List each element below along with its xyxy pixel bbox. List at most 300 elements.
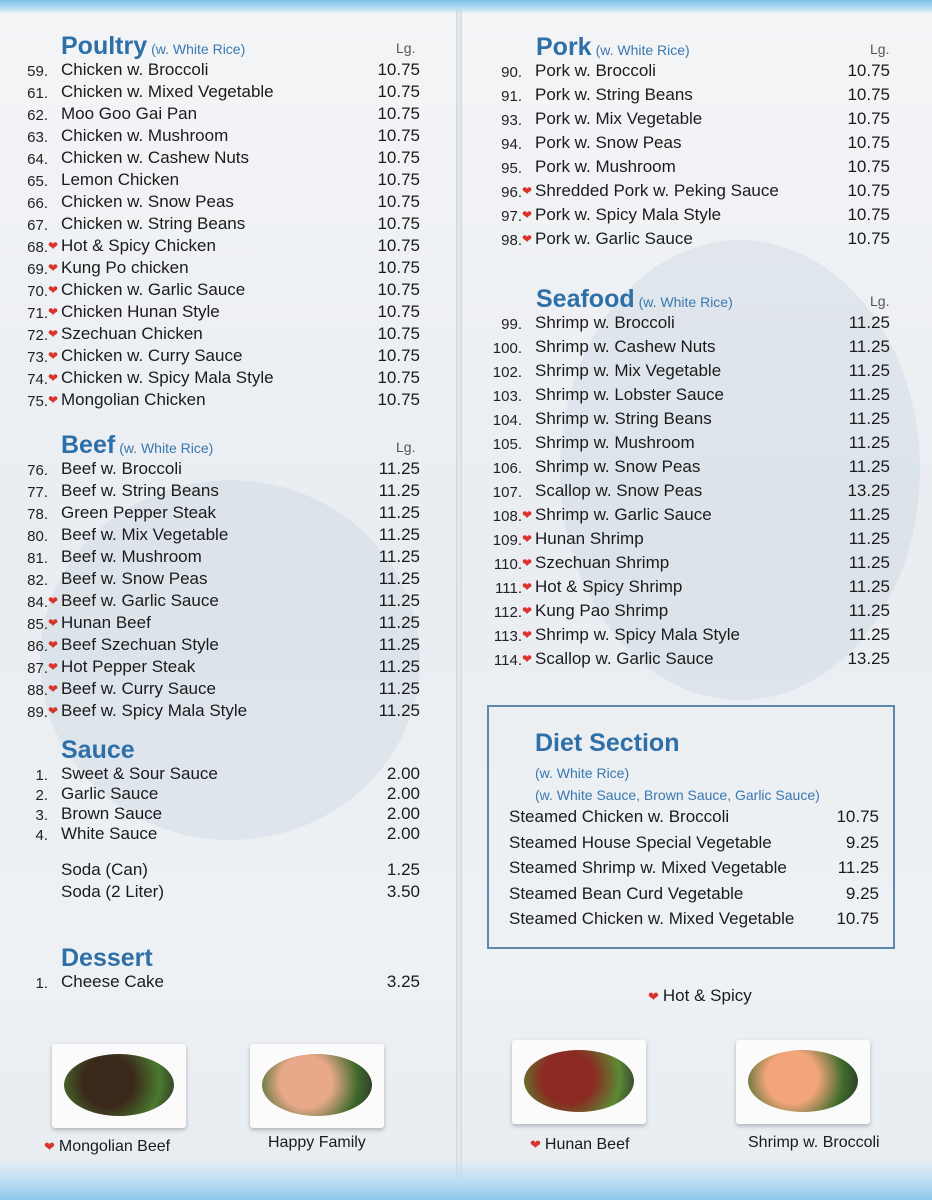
item-name: Chicken w. Mixed Vegetable <box>61 82 274 101</box>
menu-item <box>488 157 898 181</box>
pepper-icon: ❤ <box>522 652 533 666</box>
legend-label: Hot & Spicy <box>662 986 752 1005</box>
item-name: Shrimp w. Cashew Nuts <box>535 337 716 356</box>
top-border <box>0 0 932 14</box>
item-price: 11.25 <box>848 457 890 476</box>
item-number: 82. <box>27 572 48 589</box>
item-name: Chicken w. Cashew Nuts <box>61 148 250 167</box>
menu-item <box>488 85 898 109</box>
item-price: 10.75 <box>377 258 420 277</box>
menu-item <box>26 569 426 591</box>
item-price: 10.75 <box>847 229 890 248</box>
item-name: Garlic Sauce <box>61 784 159 803</box>
item-name: Pork w. String Beans <box>535 85 693 104</box>
pepper-icon: ❤ <box>522 532 533 546</box>
item-name: Chicken w. Spicy Mala Style <box>61 368 274 387</box>
menu-item <box>26 324 426 346</box>
menu-item <box>26 148 426 170</box>
item-number: 96. <box>501 184 522 201</box>
item-name: Pork w. Snow Peas <box>535 133 682 152</box>
menu-item <box>488 577 898 601</box>
item-price: 10.75 <box>836 807 879 826</box>
item-number: 98. <box>501 232 522 249</box>
caption-text: Mongolian Beef <box>58 1138 171 1155</box>
item-list <box>488 313 898 673</box>
pepper-icon: ❤ <box>522 580 533 594</box>
item-number: 61. <box>27 85 48 102</box>
item-number: 69. <box>27 261 48 278</box>
item-number: 107. <box>492 484 522 501</box>
menu-item <box>26 804 426 824</box>
pepper-icon: ❤ <box>530 1137 541 1152</box>
item-name: Beef w. Mushroom <box>61 547 202 566</box>
size-label: Lg. <box>396 40 416 56</box>
item-price: 10.75 <box>377 126 420 145</box>
menu-item <box>488 337 898 361</box>
item-price: 11.25 <box>378 503 420 522</box>
item-name: Shrimp w. String Beans <box>535 409 712 428</box>
item-number: 73. <box>27 349 48 366</box>
menu-item <box>26 126 426 148</box>
item-price: 11.25 <box>378 591 420 610</box>
item-number: 109. <box>492 532 522 549</box>
item-number: 113. <box>493 628 522 645</box>
item-name: Moo Goo Gai Pan <box>61 104 198 123</box>
menu-item <box>26 503 426 525</box>
menu-item <box>26 346 426 368</box>
menu-item <box>26 547 426 569</box>
dish-photo <box>250 1044 384 1128</box>
item-name: Shrimp w. Lobster Sauce <box>535 385 724 404</box>
menu-item <box>26 784 426 804</box>
item-name: Chicken w. Mushroom <box>61 126 229 145</box>
menu-item <box>488 481 898 505</box>
item-price: 13.25 <box>847 481 890 500</box>
item-number: 106. <box>492 460 522 477</box>
section-header <box>488 285 898 313</box>
dish-photo <box>512 1040 646 1124</box>
item-name: Scallop w. Garlic Sauce <box>535 649 714 668</box>
item-price: 10.75 <box>377 390 420 409</box>
pepper-icon: ❤ <box>48 638 59 652</box>
item-price: 11.25 <box>848 433 890 452</box>
item-price: 11.25 <box>378 459 420 478</box>
item-number: 62. <box>27 107 48 124</box>
item-price: 10.75 <box>377 302 420 321</box>
pepper-icon: ❤ <box>648 989 659 1004</box>
item-number: 100. <box>492 340 522 357</box>
item-price: 2.00 <box>386 784 420 803</box>
pepper-icon: ❤ <box>48 594 59 608</box>
section-title-text: Beef <box>61 431 116 459</box>
photo-caption <box>530 1136 629 1154</box>
item-name: Steamed House Special Vegetable <box>509 832 772 852</box>
menu-item <box>26 170 426 192</box>
item-price: 11.25 <box>848 577 890 596</box>
menu-item <box>488 553 898 577</box>
item-name: Sweet & Sour Sauce <box>61 764 218 783</box>
menu-item <box>488 205 898 229</box>
item-name: Beef w. Broccoli <box>61 459 182 478</box>
menu-item <box>26 613 426 635</box>
item-number: 99. <box>501 316 522 333</box>
menu-item <box>488 601 898 625</box>
item-price: 11.25 <box>378 635 420 654</box>
menu-item <box>26 368 426 390</box>
item-name: Hot & Spicy Shrimp <box>535 577 683 596</box>
item-name: Beef w. Mix Vegetable <box>61 525 229 544</box>
item-name: Kung Pao Shrimp <box>535 601 669 620</box>
menu-item <box>488 385 898 409</box>
item-price: 10.75 <box>847 157 890 176</box>
dish-photo <box>736 1040 870 1124</box>
item-name: Lemon Chicken <box>61 170 180 189</box>
pepper-icon: ❤ <box>522 604 533 618</box>
section-title-text: Pork <box>536 33 592 61</box>
item-number: 95. <box>501 160 522 177</box>
item-number: 90. <box>501 64 522 81</box>
page-fold <box>456 0 462 1200</box>
item-name: Szechuan Shrimp <box>535 553 670 572</box>
diet-section-box <box>487 705 895 949</box>
item-name: Kung Po chicken <box>61 258 189 277</box>
pepper-icon: ❤ <box>48 660 59 674</box>
item-number: 80. <box>27 528 48 545</box>
menu-item <box>26 258 426 280</box>
item-price: 11.25 <box>378 679 420 698</box>
dish-image <box>64 1054 174 1116</box>
item-name: Szechuan Chicken <box>61 324 203 343</box>
item-name: Cheese Cake <box>61 972 165 991</box>
item-name: Hot & Spicy Chicken <box>61 236 216 255</box>
menu-item <box>26 82 426 104</box>
item-name: Chicken w. Garlic Sauce <box>61 280 246 299</box>
item-list <box>488 61 898 253</box>
item-name: Steamed Bean Curd Vegetable <box>509 883 744 903</box>
menu-item <box>26 390 426 412</box>
menu-item <box>488 361 898 385</box>
pepper-icon: ❤ <box>522 556 533 570</box>
pepper-icon: ❤ <box>48 616 59 630</box>
menu-item <box>26 192 426 214</box>
menu-item <box>488 229 898 253</box>
item-name: Steamed Chicken w. Mixed Vegetable <box>509 909 795 928</box>
item-number: 75. <box>27 393 48 410</box>
item-price: 10.75 <box>377 170 420 189</box>
item-number: 59. <box>27 63 48 80</box>
item-price: 11.25 <box>848 505 890 524</box>
beef-section <box>26 431 426 723</box>
photo-caption <box>748 1134 880 1152</box>
item-price: 11.25 <box>378 481 420 500</box>
item-name: Soda (Can) <box>61 860 148 879</box>
item-name: Chicken w. String Beans <box>61 214 246 233</box>
item-name: Shrimp w. Mushroom <box>535 433 695 452</box>
item-price: 9.25 <box>845 883 879 903</box>
item-price: 11.25 <box>848 313 890 332</box>
item-name: Pork w. Mix Vegetable <box>535 109 703 128</box>
item-number: 72. <box>27 327 48 344</box>
item-number: 114. <box>493 652 522 669</box>
pepper-icon: ❤ <box>48 261 59 275</box>
item-name: Pork w. Spicy Mala Style <box>535 205 722 224</box>
item-price: 10.75 <box>377 214 420 233</box>
menu-item <box>488 625 898 649</box>
item-price: 11.25 <box>848 529 890 548</box>
item-number: 85. <box>27 616 48 633</box>
item-price: 13.25 <box>847 649 890 668</box>
item-number: 71. <box>27 305 48 322</box>
pepper-icon: ❤ <box>48 393 59 407</box>
pepper-icon: ❤ <box>48 283 59 297</box>
item-price: 3.50 <box>386 882 420 901</box>
diet-item <box>509 858 879 880</box>
menu-item <box>26 104 426 126</box>
menu-item <box>26 280 426 302</box>
menu-item <box>26 882 426 904</box>
item-name: Chicken Hunan Style <box>61 302 220 321</box>
item-price: 10.75 <box>377 104 420 123</box>
item-price: 10.75 <box>377 368 420 387</box>
item-name: Hunan Shrimp <box>535 529 644 548</box>
pepper-icon: ❤ <box>48 682 59 696</box>
pepper-icon: ❤ <box>522 508 533 522</box>
item-price: 10.75 <box>377 346 420 365</box>
menu-item <box>488 61 898 85</box>
section-note: (w. White Rice) <box>595 42 690 58</box>
bottom-border <box>0 1160 932 1200</box>
menu-item <box>488 181 898 205</box>
dish-image <box>524 1050 634 1112</box>
sauce-section <box>26 736 426 904</box>
item-number: 88. <box>27 682 48 699</box>
pepper-icon: ❤ <box>48 305 59 319</box>
poultry-section <box>26 32 426 412</box>
item-name: Chicken w. Snow Peas <box>61 192 234 211</box>
item-name: Chicken w. Curry Sauce <box>61 346 243 365</box>
item-number: 4. <box>35 827 48 844</box>
menu-item <box>488 529 898 553</box>
item-price: 9.25 <box>845 832 879 852</box>
menu-item <box>26 302 426 324</box>
item-price: 10.75 <box>847 133 890 152</box>
section-header <box>26 431 426 459</box>
pepper-icon: ❤ <box>48 371 59 385</box>
item-number: 1. <box>35 767 48 784</box>
item-number: 102. <box>492 364 522 381</box>
item-price: 10.75 <box>377 236 420 255</box>
menu-item <box>26 972 426 994</box>
item-name: Beef w. Spicy Mala Style <box>61 701 248 720</box>
item-number: 74. <box>27 371 48 388</box>
menu-item <box>26 635 426 657</box>
menu-item <box>488 133 898 157</box>
menu-item <box>488 409 898 433</box>
item-price: 10.75 <box>377 324 420 343</box>
section-note: (w. White Rice) <box>151 41 246 57</box>
section-title <box>536 285 733 314</box>
item-price: 11.25 <box>848 601 890 620</box>
item-number: 104. <box>492 412 522 429</box>
pepper-icon: ❤ <box>522 628 533 642</box>
item-name: Beef w. Snow Peas <box>61 569 208 588</box>
section-note: (w. White Rice) <box>638 294 733 310</box>
item-name: Pork w. Garlic Sauce <box>535 229 693 248</box>
item-name: Soda (2 Liter) <box>61 882 164 901</box>
item-number: 78. <box>27 506 48 523</box>
item-number: 1. <box>35 975 48 992</box>
pepper-icon: ❤ <box>48 239 59 253</box>
item-price: 10.75 <box>847 61 890 80</box>
menu-item <box>26 591 426 613</box>
pork-section <box>488 33 898 253</box>
item-number: 76. <box>27 462 48 479</box>
item-price: 10.75 <box>377 82 420 101</box>
item-name: Green Pepper Steak <box>61 503 216 522</box>
item-price: 10.75 <box>377 280 420 299</box>
item-number: 108. <box>492 508 522 525</box>
menu-item <box>26 60 426 82</box>
menu-item <box>26 701 426 723</box>
caption-text: Shrimp w. Broccoli <box>748 1134 880 1151</box>
diet-item <box>509 833 879 855</box>
item-number: 3. <box>35 807 48 824</box>
item-number: 94. <box>501 136 522 153</box>
diet-item <box>509 909 879 931</box>
menu-item <box>26 657 426 679</box>
item-list <box>26 60 426 412</box>
menu-item <box>26 860 426 882</box>
menu-item <box>26 481 426 503</box>
item-name: Pork w. Mushroom <box>535 157 676 176</box>
item-price: 11.25 <box>848 553 890 572</box>
item-name: Pork w. Broccoli <box>535 61 656 80</box>
pepper-icon: ❤ <box>522 184 533 198</box>
item-number: 81. <box>27 550 48 567</box>
diet-note: (w. White Rice) <box>535 765 630 781</box>
pepper-icon: ❤ <box>44 1139 55 1154</box>
section-note: (w. White Rice) <box>119 440 214 456</box>
item-number: 65. <box>27 173 48 190</box>
spicy-legend <box>648 986 752 1006</box>
section-title <box>61 32 245 61</box>
pepper-icon: ❤ <box>48 349 59 363</box>
item-name: Shrimp w. Spicy Mala Style <box>535 625 741 644</box>
menu-item <box>488 313 898 337</box>
item-number: 93. <box>501 112 522 129</box>
item-price: 2.00 <box>386 804 420 823</box>
item-number: 87. <box>27 660 48 677</box>
item-name: White Sauce <box>61 824 158 843</box>
menu-item <box>488 109 898 133</box>
item-price: 10.75 <box>836 909 879 928</box>
item-list <box>26 972 426 994</box>
size-label: Lg. <box>870 41 890 57</box>
item-price: 11.25 <box>848 409 890 428</box>
menu-item <box>26 525 426 547</box>
menu-item <box>26 459 426 481</box>
dish-photo <box>52 1044 186 1128</box>
item-price: 10.75 <box>847 205 890 224</box>
item-name: Beef Szechuan Style <box>61 635 219 654</box>
menu-item <box>26 824 426 844</box>
item-number: 111. <box>495 580 522 597</box>
item-price: 11.25 <box>848 337 890 356</box>
section-header <box>26 32 426 60</box>
item-name: Chicken w. Broccoli <box>61 60 209 79</box>
menu-item <box>488 457 898 481</box>
menu-item <box>26 679 426 701</box>
item-price: 10.75 <box>847 109 890 128</box>
section-title-text: Seafood <box>536 285 635 313</box>
item-number: 84. <box>27 594 48 611</box>
diet-title: Diet Section <box>535 729 680 757</box>
caption-text: Hunan Beef <box>544 1136 630 1153</box>
item-number: 86. <box>27 638 48 655</box>
item-price: 11.25 <box>378 613 420 632</box>
item-name: Hunan Beef <box>61 613 151 632</box>
item-price: 1.25 <box>386 860 420 879</box>
item-price: 11.25 <box>378 569 420 588</box>
item-price: 11.25 <box>848 361 890 380</box>
item-name: Beef w. Garlic Sauce <box>61 591 219 610</box>
item-number: 105. <box>492 436 522 453</box>
item-price: 10.75 <box>377 148 420 167</box>
item-number: 112. <box>493 604 522 621</box>
drink-list <box>26 860 426 904</box>
item-number: 103. <box>492 388 522 405</box>
item-name: Hot Pepper Steak <box>61 657 196 676</box>
item-price: 11.25 <box>378 657 420 676</box>
menu-item <box>488 433 898 457</box>
item-price: 11.25 <box>378 525 420 544</box>
item-name: Steamed Chicken w. Broccoli <box>509 807 730 826</box>
item-price: 2.00 <box>386 764 420 783</box>
item-price: 3.25 <box>386 972 420 991</box>
pepper-icon: ❤ <box>522 232 533 246</box>
item-number: 64. <box>27 151 48 168</box>
section-header <box>26 944 426 972</box>
diet-item <box>509 884 879 906</box>
menu-item <box>26 764 426 784</box>
section-header <box>488 33 898 61</box>
pepper-icon: ❤ <box>48 327 59 341</box>
item-price: 10.75 <box>847 85 890 104</box>
pepper-icon: ❤ <box>522 208 533 222</box>
item-name: Shredded Pork w. Peking Sauce <box>535 181 779 200</box>
section-header <box>26 736 426 764</box>
item-name: Shrimp w. Mix Vegetable <box>535 361 722 380</box>
item-name: Mongolian Chicken <box>61 390 206 409</box>
dish-image <box>262 1054 372 1116</box>
item-name: Shrimp w. Garlic Sauce <box>535 505 712 524</box>
photo-caption <box>268 1134 366 1152</box>
item-number: 89. <box>27 704 48 721</box>
item-number: 110. <box>493 556 522 573</box>
menu-item <box>26 236 426 258</box>
item-number: 68. <box>27 239 48 256</box>
section-title: Sauce <box>61 736 135 764</box>
item-list <box>26 459 426 723</box>
item-price: 11.25 <box>848 385 890 404</box>
item-price: 10.75 <box>847 181 890 200</box>
seafood-section <box>488 285 898 673</box>
item-price: 10.75 <box>377 60 420 79</box>
menu-item <box>488 505 898 529</box>
size-label: Lg. <box>396 439 416 455</box>
section-title: Dessert <box>61 944 153 972</box>
dessert-section <box>26 944 426 994</box>
